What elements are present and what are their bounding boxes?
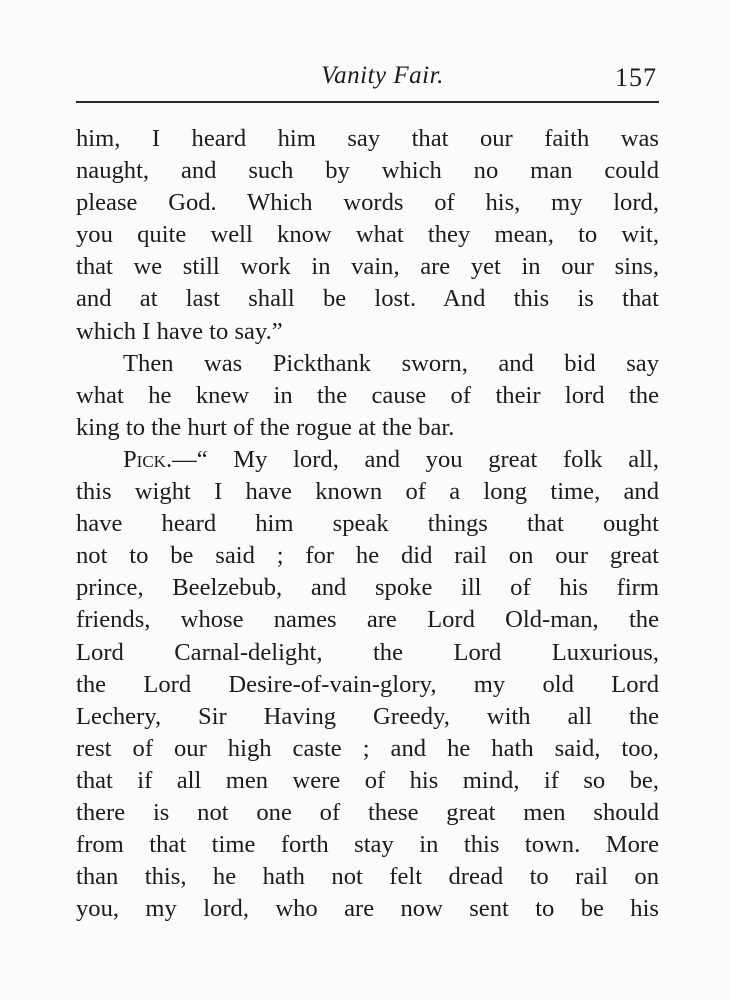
text-line: not to be said ; for he did rail on our great (76, 542, 659, 570)
text-line: the Lord Desire-of-vain-glory, my old Lord (76, 670, 659, 698)
text-line: Lord Carnal-delight, the Lord Luxurious, (76, 638, 659, 666)
text-line: what he knew in the cause of their lord the (76, 381, 659, 409)
text-line: have heard him speak things that ought (76, 510, 659, 538)
text-line: Lechery, Sir Having Greedy, with all the (76, 702, 659, 730)
text-line: Then was Pickthank sworn, and bid say (123, 349, 659, 377)
text-line: you quite well know what they mean, to wit, (76, 221, 659, 249)
speaker-label: Pick.— (123, 445, 197, 473)
text-line: which I have to say.” (76, 317, 283, 345)
text-line: this wight I have known of a long time, and (76, 478, 659, 506)
text-line: and at last shall be lost. And this is that (76, 285, 659, 313)
text-line: friends, whose names are Lord Old-man, the (76, 606, 659, 634)
text-line: that if all men were of his mind, if so be, (76, 766, 659, 794)
text-line: him, I heard him say that our faith was (76, 125, 659, 152)
text-line: than this, he hath not felt dread to rail on (76, 863, 659, 891)
text-line: prince, Beelzebub, and spoke ill of his firm (76, 574, 659, 602)
running-title: Vanity Fair. (321, 62, 444, 89)
text-line: king to the hurt of the rogue at the bar. (76, 413, 455, 441)
speaker-line-text: “ My lord, and you great folk all, (196, 445, 659, 473)
header-rule (76, 101, 659, 103)
text-line: from that time forth stay in this town. More (76, 831, 659, 859)
text-line: rest of our high caste ; and he hath said, too, (76, 734, 659, 762)
text-line: that we still work in vain, are yet in our sins, (76, 253, 659, 281)
running-head (76, 62, 659, 98)
page-number: 157 (615, 63, 657, 92)
text-line: there is not one of these great men should (76, 798, 659, 826)
text-line: naught, and such by which no man could (76, 157, 659, 185)
speaker-line (76, 444, 659, 476)
text-line: you, my lord, who are now sent to be his (76, 895, 659, 923)
body-text (76, 123, 659, 925)
text-line: please God. Which words of his, my lord, (76, 189, 659, 217)
